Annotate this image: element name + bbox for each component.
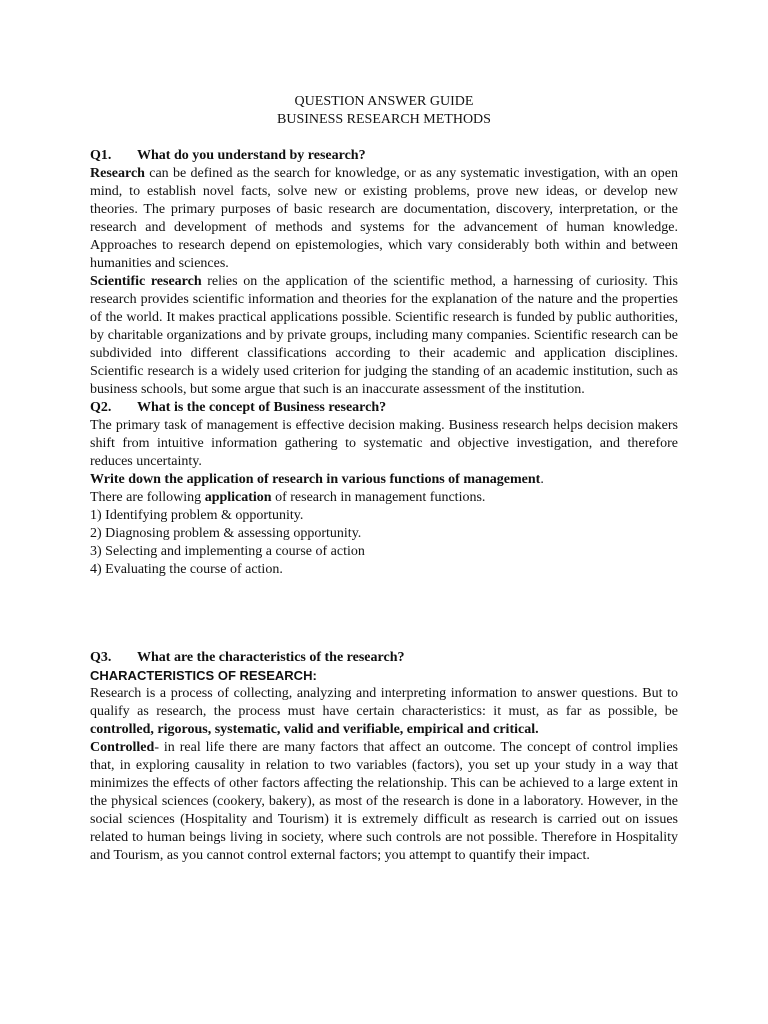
course-title: BUSINESS RESEARCH METHODS — [277, 112, 491, 127]
guide-title: QUESTION ANSWER GUIDE — [294, 94, 474, 109]
question-text: What do you understand by research? — [137, 148, 366, 163]
paragraph-text: - in real life there are many factors that affect an outcome. The concept of control implies that, in exploring causality in relation to two variables (factors), you set up your study in a way that minimizes the effects of other factors affecting the relationship. This can be achieved to a large extent in the physical sciences (cookery, bakery), as most of the research is done in a laboratory. However, in the social sciences (Hospitality and Tourism) it is extremely difficult as research is carried out on issues related to human beings living in society, where such controls are not possible. Therefore in Hospitality and Tourism, as you cannot control external factors; you attempt to quantify their impact. — [90, 740, 678, 863]
scientific-research-paragraph — [90, 273, 678, 399]
question-text: What is the concept of Business research? — [137, 400, 387, 415]
paragraph-text: Research is a process of collecting, analyzing and interpreting information to answer questions. But to qualify as research, the process must have certain characteristics: it must, as far as possible, be — [90, 686, 678, 719]
intro-before: There are following — [90, 490, 205, 505]
term-research: Research — [90, 166, 145, 181]
characteristics-intro-paragraph — [90, 685, 678, 739]
application-intro — [90, 489, 678, 507]
question-number: Q2. — [90, 400, 112, 415]
document-header — [90, 93, 678, 129]
subheading-text: Write down the application of research in various functions of management — [90, 472, 541, 487]
question-3-heading — [90, 649, 678, 667]
controlled-paragraph — [90, 739, 678, 865]
section-q1-q2 — [90, 147, 678, 579]
question-1-heading — [90, 147, 678, 165]
question-2-heading — [90, 399, 678, 417]
list-item: 3) Selecting and implementing a course of action — [90, 544, 365, 559]
term-controlled: Controlled — [90, 740, 155, 755]
subheading-period: . — [540, 472, 544, 487]
intro-after: of research in management functions. — [271, 490, 486, 505]
section-q3 — [90, 649, 678, 865]
research-definition-paragraph — [90, 165, 678, 273]
question-text: What are the characteristics of the research? — [137, 650, 405, 665]
characteristics-list: controlled, rigorous, systematic, valid and verifiable, empirical and critical. — [90, 722, 539, 737]
paragraph-text: relies on the application of the scientific method, a harnessing of curiosity. This research provides scientific information and theories for the explanation of the nature and the properties of the world. It makes practical applications possible. Scientific research is funded by public authorities, by charitable organizations and by private groups, including many companies. Scientific research can be subdivided into different classifications according to their academic and application disciplines. Scientific research is a widely used criterion for judging the standing of an academic institution, such as business schools, but some argue that such is an inaccurate assessment of the institution. — [90, 274, 678, 397]
list-item: 2) Diagnosing problem & assessing opportunity. — [90, 526, 362, 541]
application-subheading — [90, 471, 678, 489]
list-item: 1) Identifying problem & opportunity. — [90, 508, 304, 523]
intro-bold: application — [204, 490, 272, 505]
characteristics-heading: CHARACTERISTICS OF RESEARCH: — [90, 668, 317, 683]
list-item: 4) Evaluating the course of action. — [90, 562, 283, 577]
paragraph-text: can be defined as the search for knowledge, or as any systematic investigation, with an open mind, to establish novel facts, solve new or existing problems, prove new ideas, or develop new theories. The primary purposes of basic research are documentation, discovery, interpretation, or the research and development of methods and systems for the advancement of human knowledge. Approaches to research depend on epistemologies, which vary considerably both within and between humanities and sciences. — [90, 166, 678, 271]
business-research-paragraph: The primary task of management is effective decision making. Business research helps decision makers shift from intuitive information gathering to systematic and objective investigation, and therefore reduces uncertainty. — [90, 418, 678, 469]
question-number: Q3. — [90, 650, 112, 665]
term-scientific-research: Scientific research — [90, 274, 202, 289]
question-number: Q1. — [90, 148, 112, 163]
